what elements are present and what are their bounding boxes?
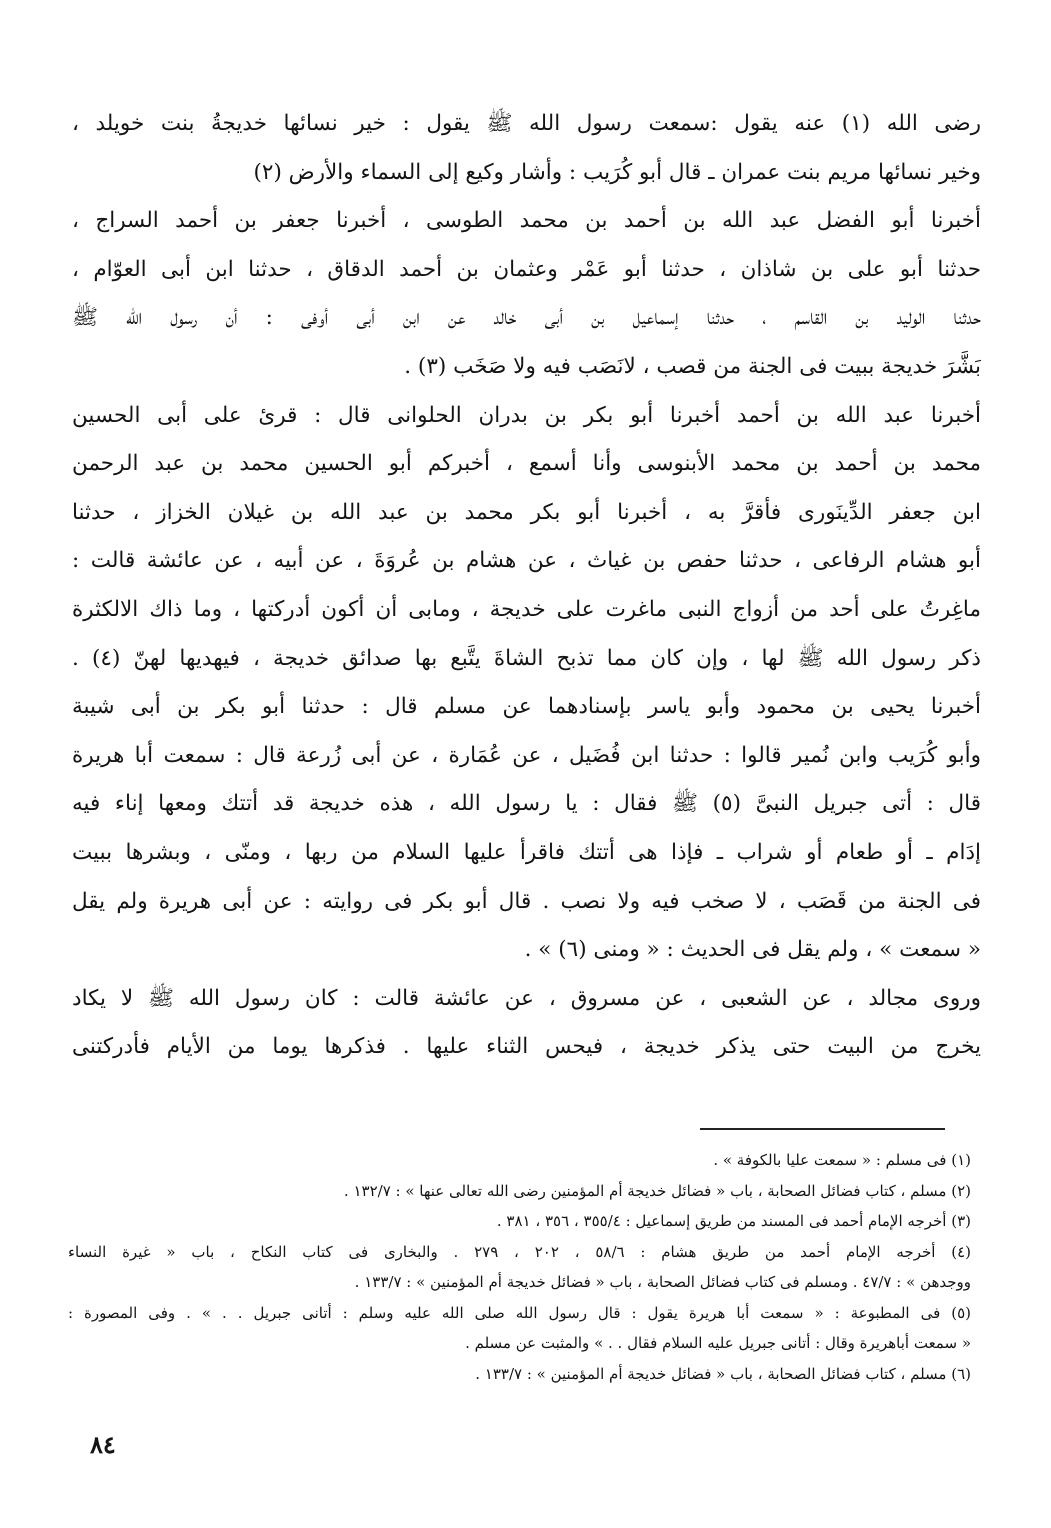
text-line: رضى الله (١) عنه يقول :سمعت رسول الله ﷺ يقول : خير نسائها خديجةُ بنت خويلد ، (72, 111, 981, 136)
footnote-continuation: « سمعت أباهريرة وقال : أتانى جبريل عليه السلام فقال . . » والمثبت عن مسلم . (465, 1334, 971, 1352)
text-line: حدثنا الوليد بن القاسم ، حدثنا إسماعيل بن أبى خالد عن ابن أبى أوفى : أن رسول الله ﷺ (72, 305, 981, 331)
text-line: قال : أتى جبريل النبىَّ (٥) ﷺ فقال : يا رسول الله ، هذه خديجة قد أتتك ومعها إناء فيه (72, 791, 981, 817)
text-line: فى الجنة من قَصَب ، لا صخب فيه ولا نصب . قال أبو بكر فى روايته : عن أبى هريرة ولم يقل (72, 888, 981, 914)
text-line: أخبرنا أبو الفضل عبد الله بن أحمد بن محمد الطوسى ، أخبرنا جعفر بن أحمد السراج ، (72, 208, 981, 234)
page-number: ٨٤ (90, 1430, 116, 1459)
footnote: (٤) أخرجه الإمام أحمد من طريق هشام : ٥٨/٦ ، ٢٠٢ ، ٢٧٩ . والبخارى فى كتاب النكاح ، باب « غيرة النساء (68, 1242, 971, 1261)
text-line: وروى مجالد ، عن الشعبى ، عن مسروق ، عن عائشة قالت : كان رسول الله ﷺ لا يكاد (72, 985, 981, 1011)
text-line: حدثنا أبو على بن شاذان ، حدثنا أبو عَمْر وعثمان بن أحمد الدقاق ، حدثنا ابن أبى العوّام ، (72, 256, 981, 282)
footnote: (١) فى مسلم : « سمعت عليا بالكوفة » . (713, 1151, 971, 1169)
text-line: ماغِرتُ على أحد من أزواج النبى ماغرت على خديجة ، ومابى أن أكون أدركتها ، وما ذاك الالكثرة (72, 596, 981, 622)
footnote-continuation: ووجدهن » : ٤٧/٧ . ومسلم فى كتاب فضائل الصحابة ، باب « فضائل خديجة أم المؤمنين » : ١٣٣/٧ . (354, 1273, 971, 1291)
text-line: أخبرنا يحيى بن محمود وأبو ياسر بإسنادهما عن مسلم قال : حدثنا أبو بكر بن أبى شيبة (72, 694, 981, 720)
text-line: ذكر رسول الله ﷺ لها ، وإن كان مما تذبح الشاةَ يتَّبع بها صدائق خديجة ، فيهديها لهنّ (٤) . (72, 645, 981, 671)
footnotes (68, 1145, 971, 1389)
footnote: (٥) فى المطبوعة : « سمعت أبا هريرة يقول : قال رسول الله صلى الله عليه وسلم : أتانى جبريل . . » . وفى المصورة : (68, 1303, 971, 1322)
text-line: وأبو كُرَيب وابن نُمير قالوا : حدثنا ابن فُضَيل ، عن عُمَارة ، عن أبى زُرعة قال : سمعت أبا هريرة (72, 742, 981, 768)
text-line: وخير نسائها مريم بنت عمران ـ قال أبو كُرَيب : وأشار وكيع إلى السماء والأرض (٢) (253, 159, 981, 185)
text-line: إدَام ـ أو طعام أو شراب ـ فإذا هى أتتك فاقرأ عليها السلام من ربها ، ومنّى ، وبشرها ببيت (72, 839, 981, 865)
text-line: أبو هشام الرفاعى ، حدثنا حفص بن غياث ، عن هشام بن عُروَةَ ، عن أبيه ، عن عائشة قالت : (72, 548, 981, 574)
text-line: بَشَّرَ خديجة ببيت فى الجنة من قصب ، لانَصَب فيه ولا صَخَب (٣) . (404, 353, 981, 379)
text-line: أخبرنا عبد الله بن أحمد أخبرنا أبو بكر بن بدران الحلوانى قال : قرئ على أبى الحسين (72, 402, 981, 428)
footnote: (٦) مسلم ، كتاب فضائل الصحابة ، باب « فضائل خديجة أم المؤمنين » : ١٣٣/٧ . (475, 1364, 971, 1383)
text-line: يخرج من البيت حتى يذكر خديجة ، فيحس الثناء عليها . فذكرها يوما من الأيام فأدركتنى (72, 1034, 981, 1060)
main-text (72, 100, 981, 1072)
text-line: ابن جعفر الدِّينَورى فأقرَّ به ، أخبرنا أبو بكر محمد بن عبد الله بن غيلان الخزاز ، حدثنا (72, 499, 981, 525)
footnote-divider (700, 1128, 945, 1130)
text-line: محمد بن أحمد بن محمد الأبنوسى وأنا أسمع ، أخبركم أبو الحسين محمد بن عبد الرحمن (72, 451, 981, 477)
text-line: « سمعت » ، ولم يقل فى الحديث : « ومنى (٦) » . (524, 937, 981, 963)
footnote: (٢) مسلم ، كتاب فضائل الصحابة ، باب « فضائل خديجة أم المؤمنين رضى الله تعالى عنها » : ١٣٢/٧ . (343, 1181, 971, 1200)
footnote: (٣) أخرجه الإمام أحمد فى المسند من طريق إسماعيل : ٣٥٥/٤ ، ٣٥٦ ، ٣٨١ . (496, 1212, 971, 1230)
